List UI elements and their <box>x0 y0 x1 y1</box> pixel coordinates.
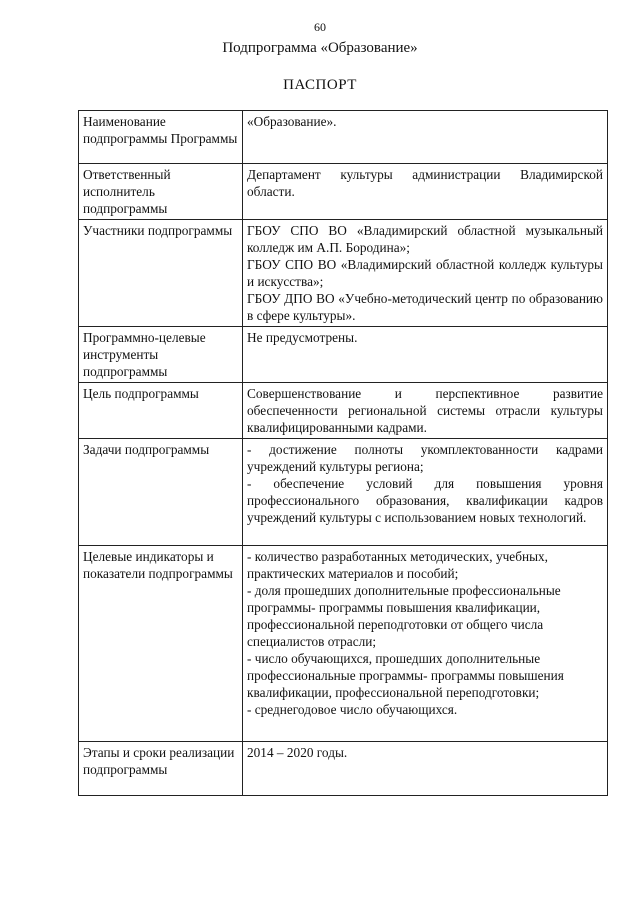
value-line: - количество разработанных методических, учебных, практических материалов и пособий; <box>247 549 548 581</box>
row-label: Ответственный исполнитель подпрограммы <box>79 164 243 220</box>
row-label: Наименование подпрограммы Программы <box>79 111 243 164</box>
table-row <box>79 111 608 164</box>
row-value <box>243 439 608 546</box>
subprogram-heading: Подпрограмма «Образование» <box>222 40 418 56</box>
value-line: Не предусмотрены. <box>247 330 358 345</box>
table-row <box>79 220 608 327</box>
row-value <box>243 164 608 220</box>
table-row <box>79 383 608 439</box>
row-value <box>243 327 608 383</box>
value-line: - достижение полноты укомплектованности кадрами учреждений культуры региона; <box>247 442 603 474</box>
passport-title: ПАСПОРТ <box>283 77 357 93</box>
row-value <box>243 546 608 742</box>
row-label: Программно-целевые инструменты подпрограммы <box>79 327 243 383</box>
row-value <box>243 742 608 796</box>
row-label: Целевые индикаторы и показатели подпрограммы <box>79 546 243 742</box>
value-line: - обеспечение условий для повышения уровня профессионального образования, квалификации кадров учреждений культуры с использованием новых технологий. <box>247 476 603 525</box>
row-label: Задачи подпрограммы <box>79 439 243 546</box>
value-line: 2014 – 2020 годы. <box>247 745 348 760</box>
value-line: - доля прошедших дополнительные профессиональные программы- программы повышения квалификации, профессиональной переподготовки от общего числа специалистов отрасли; <box>247 583 561 649</box>
value-line: «Образование». <box>247 114 337 129</box>
value-line: ГБОУ СПО ВО «Владимирский областной колледж культуры и искусства»; <box>247 257 603 289</box>
value-line: Совершенствование и перспективное развитие обеспеченности региональной системы отрасли культуры квалифицированными кадрами. <box>247 386 603 435</box>
value-line: - среднегодовое число обучающихся. <box>247 702 458 717</box>
row-label: Участники подпрограммы <box>79 220 243 327</box>
passport-table <box>78 110 608 796</box>
table-row <box>79 164 608 220</box>
row-label: Цель подпрограммы <box>79 383 243 439</box>
value-line: Департамент культуры администрации Владимирской области. <box>247 167 603 199</box>
table-row <box>79 742 608 796</box>
value-line: ГБОУ СПО ВО «Владимирский областной музыкальный колледж им А.П. Бородина»; <box>247 223 603 255</box>
row-value <box>243 220 608 327</box>
table-row <box>79 327 608 383</box>
value-line: - число обучающихся, прошедших дополнительные профессиональные программы- программы повышения квалификации, профессиональной переподготовки; <box>247 651 564 700</box>
row-value <box>243 111 608 164</box>
row-value <box>243 383 608 439</box>
row-label: Этапы и сроки реализации подпрограммы <box>79 742 243 796</box>
value-line: ГБОУ ДПО ВО «Учебно-методический центр по образованию в сфере культуры». <box>247 291 603 323</box>
page-number: 60 <box>314 20 326 34</box>
table-row <box>79 439 608 546</box>
table-row <box>79 546 608 742</box>
